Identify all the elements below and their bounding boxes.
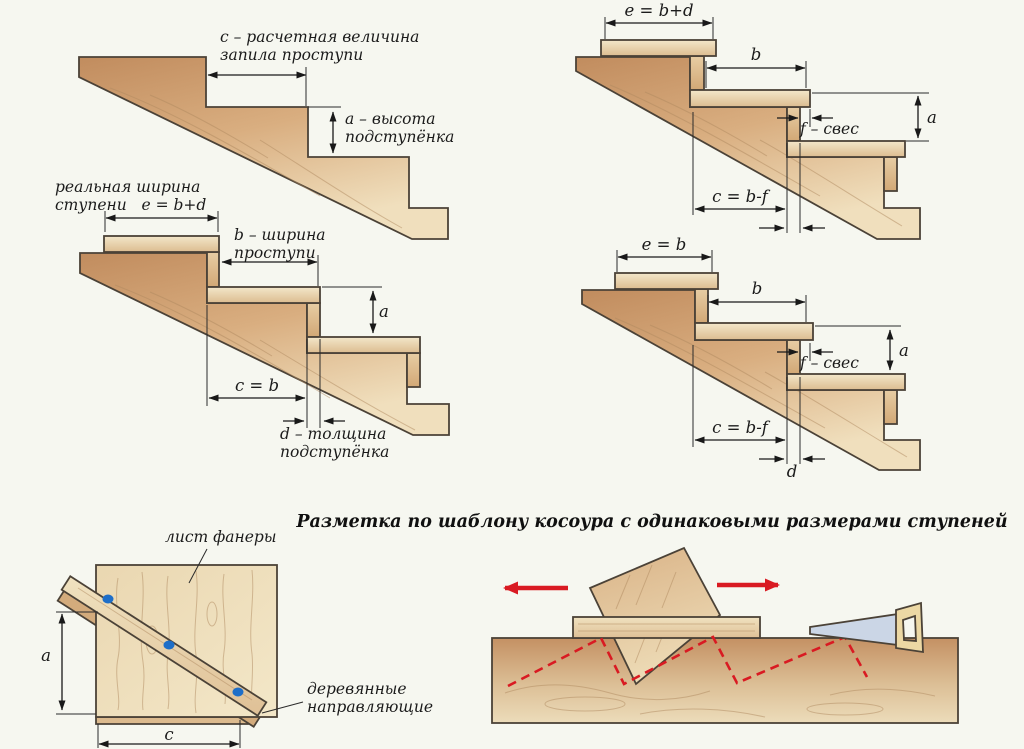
screw-dot [233,688,244,697]
label-d-line2: подступёнка [280,443,390,461]
label-c: c = b-f [712,187,768,206]
riser-board [787,340,800,374]
riser-board [207,252,219,287]
dimension-a [56,612,98,714]
label-b: b [750,45,762,64]
label-f: f – свес [800,354,859,372]
diagram-stringer-overhang-bottom [582,235,920,481]
label-c-line1: с – расчетная величина [220,28,420,46]
label-c-line2: запила проступи [220,46,364,64]
screw-dot [103,595,114,604]
label-e: e = b+d [624,1,694,20]
label-a: a [41,646,51,665]
label-c: с [164,725,174,744]
riser-board [407,353,420,387]
label-b-line2: проступи [234,244,316,262]
dimension-b [706,61,806,88]
diagram-stringer-overhang-top [576,1,937,239]
riser-board [884,390,897,424]
label-guides-line1: деревянные [307,680,407,698]
label-d: d [786,462,798,481]
label-b: b [751,279,763,298]
diagram-template [41,528,433,748]
dimension-e [605,17,713,39]
riser-board [884,157,897,191]
label-f: f – свес [800,120,859,138]
screw-dot [164,641,175,650]
label-a: a [379,302,389,321]
dimension-e [105,211,218,232]
tread-board [307,337,420,353]
label-e: e = b [641,235,687,254]
label-a: a [927,108,937,127]
label-c: c = b-f [712,418,768,437]
diagram-title: Разметка по шаблону косоура с одинаковыми размерами ступеней [296,512,1008,532]
diagram-marking [492,548,958,723]
dimension-a [308,107,341,153]
label-width-line2: ступени e = b+d [55,196,207,214]
label-a-line2: подступёнка [345,128,455,146]
label-guides-line2: направляющие [307,698,434,716]
label-width-line1: реальная ширина [55,178,201,196]
riser-board [690,56,704,90]
label-c: c = b [234,376,280,395]
tread-board [787,374,905,390]
tread-board [207,287,320,303]
tread-board [787,141,905,157]
template-guide-rail [573,617,760,638]
tread-board [615,273,718,289]
label-a-line1: а – высота [345,110,436,128]
dimension-b [708,295,806,322]
label-plywood-sheet: лист фанеры [165,528,277,546]
tread-board [601,40,716,56]
riser-board [695,289,708,323]
tread-board [695,323,813,340]
label-a: a [899,341,909,360]
dimension-c [208,67,306,106]
label-b-line1: b – ширина [234,226,326,244]
dimension-a [322,287,382,333]
tread-board [690,90,810,107]
bottom-guide-edge [96,717,248,724]
tread-board [104,236,219,252]
riser-board [307,303,320,337]
riser-board [787,107,800,141]
label-d-line1: d – толщина [280,425,387,443]
